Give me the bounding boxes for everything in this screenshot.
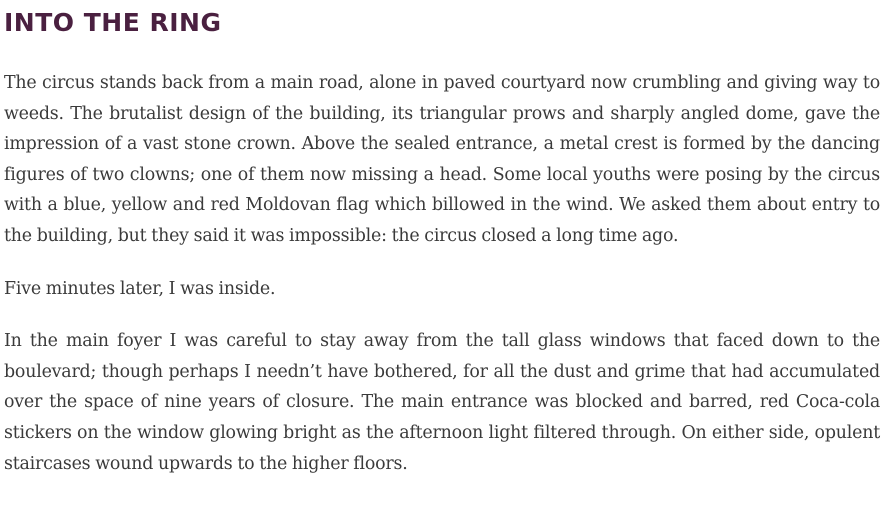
article-paragraph-2: Five minutes later, I was inside. bbox=[4, 278, 276, 299]
article-paragraph-3: In the main foyer I was careful to stay away from the tall glass windows that faced down to the boulevard; though perhaps I needn’t have bothered, for all the dust and grime that had accumulated over the space of nine years of closure. The main entrance was blocked and barred, red Coca-cola stickers on the window glowing bright as the afternoon light filtered through. On either side, opulent staircases wound upwards to the higher floors. bbox=[4, 331, 880, 474]
article bbox=[4, 0, 880, 479]
article-paragraph-1: The circus stands back from a main road, alone in paved courtyard now crumbling and giving way to weeds. The brutalist design of the building, its triangular prows and sharply angled dome, gave the impression of a vast stone crown. Above the sealed entrance, a metal crest is formed by the dancing figures of two clowns; one of them now missing a head. Some local youths were posing by the circus with a blue, yellow and red Moldovan flag which billowed in the wind. We asked them about entry to the building, but they said it was impossible: the circus closed a long time ago. bbox=[4, 73, 880, 246]
article-title: INTO THE RING bbox=[4, 8, 222, 37]
